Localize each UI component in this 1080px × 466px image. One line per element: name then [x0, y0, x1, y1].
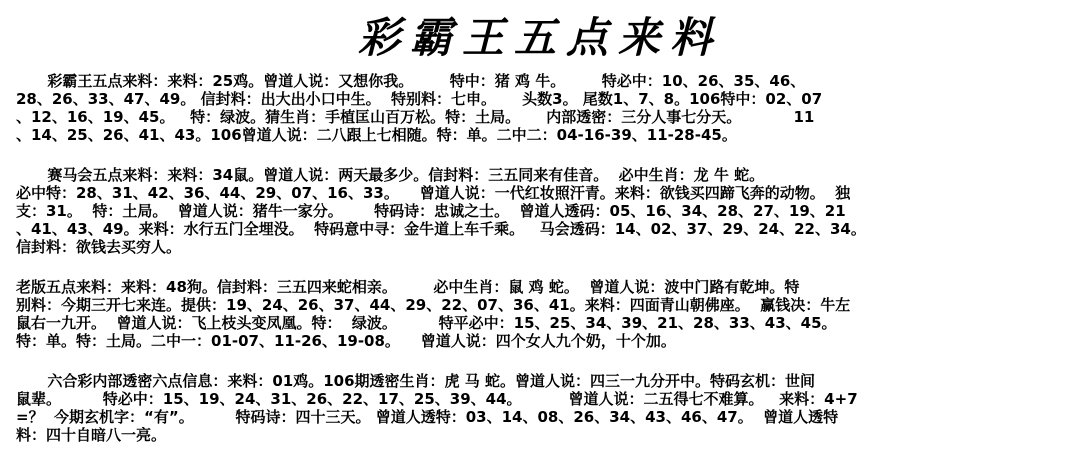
text-line: 28、26、33、47、49。 信封料：出大出小口中生。 特别料：七申。 头数3。 尾数1、7、8。106特中：02、07	[16, 90, 823, 108]
section-liuhecai	[16, 372, 1066, 444]
text-line: 、41、43、49。来料：水行五门全埋没。 特码意中寻：金牛道上车千乘。 马会透码：14、02、37、29、24、22、34。	[16, 220, 866, 238]
text-line: 鼠右一九开。 曾道人说：飞上枝头变凤凰。特： 绿波。 特平必中：15、25、34、39、21、28、33、43、45。	[16, 314, 837, 332]
text-line: 赛马会五点来料：来料：34鼠。曾道人说：两天最多少。信封料：三五同来有佳音。 必中生肖：龙 牛 蛇。	[16, 166, 765, 184]
text-line: 鼠辈。 特必中：15、19、24、31、26、22、17、25、39、44。 曾道人说：二五得七不难算。 来料：4+7	[16, 390, 858, 408]
text-line: 、12、16、19、45。 特：绿波。猜生肖：手植匡山百万松。特：土局。 内部透密：三分人事七分天。 11	[16, 108, 815, 126]
text-line: 、14、25、26、41、43。106曾道人说：二八跟上七相随。特：单。二中二：04-16-39、11-28-45。	[16, 126, 737, 144]
section-saimahui	[16, 166, 1066, 256]
text-line: 老版五点来料：来料：48狗。信封料：三五四来蛇相亲。 必中生肖：鼠 鸡 蛇。 曾道人说：波中门路有乾坤。特	[16, 278, 800, 296]
section-caibawang	[16, 72, 1066, 144]
text-line: 别料：今期三开七来连。提供：19、24、26、37、44、29、22、07、36、41。来料：四面青山朝佛座。 赢钱决：牛左	[16, 296, 851, 314]
text-line: 必中特：28、31、42、36、44、29、07、16、33。 曾道人说：一代红妆照汗青。来料：欲钱买四蹄飞奔的动物。 独	[16, 184, 851, 202]
text-line: 料：四十自暗八一亮。	[16, 426, 167, 444]
section-laoban	[16, 278, 1066, 350]
text-line: 特：单。特：土局。二中一：01-07、11-26、19-08。 曾道人说：四个女人九个奶，十个加。	[16, 332, 676, 350]
text-line: 六合彩内部透密六点信息：来料：01鸡。106期透密生肖：虎 马 蛇。曾道人说：四三一九分开中。特码玄机：世间	[16, 372, 815, 390]
text-line: 彩霸王五点来料：来料：25鸡。曾道人说：又想你我。 特中：猪 鸡 牛。 特必中：10、26、35、46、	[16, 72, 806, 90]
body-text	[16, 72, 1066, 466]
text-line: =？ 今期玄机字：“有”。 特码诗：四十三天。 曾道人透特：03、14、08、26、34、43、46、47。 曾道人透特	[16, 408, 839, 426]
text-line: 支：31。 特：土局。 曾道人说：猪牛一家分。 特码诗：忠诚之士。 曾道人透码：05、16、34、28、27、19、21	[16, 202, 846, 220]
text-line: 信封料：欲钱去买穷人。	[16, 238, 182, 256]
page-title: 彩霸王五点来料	[357, 13, 722, 62]
